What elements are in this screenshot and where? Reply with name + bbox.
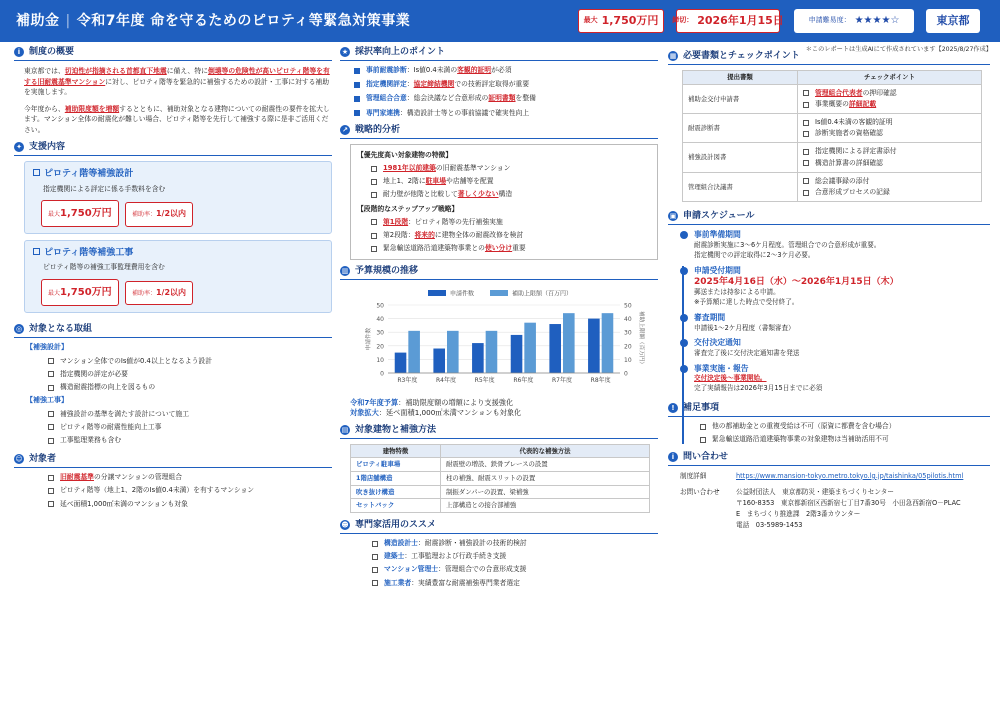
x-tick: R8年度 <box>590 377 611 385</box>
list-item: 指定機関評定 ： 協定締結機関 での技術評定取得が重要 <box>354 80 658 89</box>
bar-applications <box>395 353 407 373</box>
strategy-heading: ↗ 戦略的分析 <box>340 124 658 139</box>
person-icon: ☻ <box>341 521 349 530</box>
legend-label-applications: 申請件数 <box>450 290 475 298</box>
list-item: 第2段階： 将来的 に建物全体の耐震改修を検討 <box>371 231 651 240</box>
list-item: 1981年以前建築 の旧耐震基準マンション <box>371 164 651 173</box>
header-bar <box>0 0 1000 42</box>
table-row: 補強設計図書 指定機関による評定書添付 構造計算書の詳細確認 <box>683 143 982 172</box>
x-tick: R5年度 <box>474 377 495 385</box>
overview-paragraph-2: 今年度から、補助限度額を増額するとともに、補助対象となる建物についての耐震性の要件を拡大します。マンション全体の耐震化が難しい場合、ピロティ階等を先行して補強する際に是非ご活用ください。 <box>24 104 330 134</box>
max-pill: 最大1,750万円 <box>41 200 119 228</box>
list-item: 耐力壁が他階と比較して 著しく少ない 構造 <box>371 190 651 199</box>
contact-info-row: お問い合わせ 公益財団法人 東京都防災・建築まちづくりセンター 〒160-8353 東京都新宿区西新宿七丁目7番30号 小田急西新宿O－PLAC E まちづくり推進課 2階3番カウンター 電話 03-5989-1453 <box>680 487 961 530</box>
y-tick-right: 30 <box>624 330 632 338</box>
contact-heading: i 問い合わせ <box>668 451 990 466</box>
list-item: マンション全体でのIs値が0.4以上となるよう設計 <box>48 357 332 366</box>
table-row: セットバック 上部構造との接合部補強 <box>351 499 650 513</box>
support-card-construction: ピロティ階等補強工事 ピロティ階等の補強工事監理費用を含む 最大1,750万円 補助率：1/2以内 <box>24 240 332 313</box>
list-item: 構造設計士 ：耐震診断・補強設計の技術的検討 <box>372 539 658 548</box>
list-item: 事前耐震診断 ：Is値0.4未満の 客観的証明 が必須 <box>354 66 658 75</box>
calendar-icon: ▣ <box>669 212 677 221</box>
max-amount-badge: 最大 1,750万円 <box>578 9 664 33</box>
list-item: 建築士 ：工事監理および行政手続き支援 <box>372 552 658 561</box>
list-item: 地上1、2階に 駐車場 や店舗等を配置 <box>371 177 651 186</box>
schedule-item: 申請受付期間 2025年4月16日（水）〜2026年1月15日（木） 郵送または持参による申請。 ※予算額に達した時点で受付終了。 <box>694 266 990 308</box>
y-tick-left: 30 <box>376 330 384 338</box>
region-badge: 東京都 <box>926 9 980 33</box>
table-row: 補助金交付申請書 管理組合代表者 の押印確認 事業概要の 詳細記載 <box>683 84 982 113</box>
ai-note: ＊このレポートは生成AIにて作成されています【2025/8/27作成】 <box>805 46 992 53</box>
y-tick-right: 50 <box>624 302 632 310</box>
program-url-link[interactable]: https://www.mansion-tokyo.metro.tokyo.lg.jp/taishinka/05pilotis.html <box>736 471 964 480</box>
chart-line-icon: ↗ <box>340 125 350 135</box>
bar-subsidy-limit <box>486 331 498 373</box>
list-item: 緊急輸送道路沿道建築物事業との 使い分け 重要 <box>371 244 651 253</box>
overview-heading: i 制度の概要 <box>14 46 332 61</box>
building-icon: ▤ <box>341 425 349 434</box>
methods-heading: ▤ 対象建物と補強方法 <box>340 424 658 439</box>
list-item: 第1段階 ：ピロティ階等の先行補強実施 <box>371 218 651 227</box>
y-tick-left: 40 <box>376 316 384 324</box>
eligible-heading: ☺ 対象者 <box>14 453 332 468</box>
y-tick-left: 0 <box>380 370 384 378</box>
y-tick-right: 10 <box>624 357 632 365</box>
bar-subsidy-limit <box>408 331 420 373</box>
contact-url-row: 制度詳細 https://www.mansion-tokyo.metro.tokyo.lg.jp/taishinka/05pilotis.html <box>680 471 964 480</box>
budget-note-2: 対象拡大：延べ面積1,000㎡未満マンションも対象化 <box>350 407 522 417</box>
x-tick: R6年度 <box>513 377 534 385</box>
y-tick-left: 20 <box>376 343 384 351</box>
max-pill: 最大1,750万円 <box>41 279 119 307</box>
bar-applications <box>433 349 445 373</box>
legend-label-subsidy-limit: 補助上限額（百万円） <box>512 290 573 298</box>
methods-table: 建物特徴 代表的な補強方法 ピロティ駐車場 耐震壁の増設、鉄骨ブレースの設置 1階店舗構造 柱の補強、耐震スリットの設置 吹き抜け構造 制振ダンパーの設置、梁補強 セットバック 上部構造との接合部補強 <box>350 444 650 513</box>
supp-heading: ! 補足事項 <box>668 402 990 417</box>
target-icon: ◎ <box>15 325 23 334</box>
budget-chart <box>340 285 658 393</box>
list-item: 専門家連携 ：構造設計士等との事前協議で確実性向上 <box>354 109 658 118</box>
list-item: 旧耐震基準 の分譲マンションの管理組合 <box>48 473 332 482</box>
bar-applications <box>549 325 561 374</box>
legend-swatch-applications <box>428 290 446 296</box>
list-item: 指定機関の評定が必要 <box>48 370 332 379</box>
schedule-item: 事前準備期間 耐震診断実施に3〜6ケ月程度。管理組合での合意形成が重要。 指定機関での評定取得に2〜3ケ月必要。 <box>694 230 990 260</box>
budget-note-1: 令和7年度予算：補助限度額の増額により支援強化 <box>350 398 514 408</box>
star-icon: ★ <box>341 48 349 57</box>
table-row: 管理組合決議書 総会議事録の添付 合意形成プロセスの記録 <box>683 172 982 201</box>
y-tick-left: 50 <box>376 302 384 310</box>
table-row: 1階店舗構造 柱の補強、耐震スリットの設置 <box>351 472 650 486</box>
rate-pill: 補助率：1/2以内 <box>125 281 193 306</box>
y-axis-label-right: 補助上限額（百万円） <box>638 311 644 368</box>
docs-heading: ▦ 必要書類とチェックポイント <box>668 50 990 65</box>
bar-subsidy-limit <box>602 314 614 374</box>
rate-pill: 補助率：1/2以内 <box>125 202 193 227</box>
budget-heading: ▥ 予算規模の推移 <box>340 265 658 280</box>
bar-applications <box>472 344 484 374</box>
experts-heading: ☻ 専門家活用のススメ <box>340 519 658 534</box>
y-tick-right: 20 <box>624 343 632 351</box>
users-icon: ☺ <box>15 455 23 464</box>
bar-chart-icon: ▥ <box>341 267 349 276</box>
info-icon: i <box>14 47 24 57</box>
legend-swatch-subsidy-limit <box>490 290 508 296</box>
list-item: 構造耐震指標の向上を図るもの <box>48 383 332 392</box>
design-subheading: 【補強設計】 <box>26 343 68 352</box>
overview-paragraph-1: 東京都では、切迫性が指摘される首都直下地震に備え、特に倒壊等の危険性が高いピロティ階等を有する旧耐震基準マンションに対し、ピロティ階等を緊急的に補強するための設計・工事に対する補助を実施します。 <box>24 67 330 97</box>
targets-heading: ◎ 対象となる取組 <box>14 323 332 338</box>
bar-subsidy-limit <box>563 314 575 374</box>
schedule-heading: ▣ 申請スケジュール <box>668 210 990 225</box>
y-tick-right: 0 <box>624 370 628 378</box>
table-row: ピロティ駐車場 耐震壁の増設、鉄骨ブレースの設置 <box>351 458 650 472</box>
document-icon: ▦ <box>669 52 677 61</box>
y-tick-right: 40 <box>624 316 632 324</box>
list-item: 補強設計の基準を満たす設計について施工 <box>48 410 332 419</box>
category-label: 補助金 <box>16 13 60 29</box>
docs-table: 提出書類 チェックポイント 補助金交付申請書 管理組合代表者 の押印確認 事業概要の 詳細記載 耐震診断書 Is値0.4未満の客観的証明 診断実施者の資格確認 補強設計図書 指定機関による評定書添付 構造計算書の詳細確認 管理組合決議書 総会議事録の添付 合意形成プロセスの記録 <box>682 70 982 202</box>
handshake-icon: ✦ <box>14 142 24 152</box>
timeline-line <box>682 266 684 444</box>
info-icon: i <box>668 452 678 462</box>
list-item: ピロティ階等（地上1、2階のIs値0.4未満）を有するマンション <box>48 486 332 495</box>
deadline-badge: 締切： 2026年1月15日 <box>676 9 780 33</box>
x-tick: R4年度 <box>436 377 456 385</box>
list-item: 延べ面積1,000㎡未満のマンションも対象 <box>48 500 332 509</box>
schedule-item: 審査期間 申請後1〜2ケ月程度（書類審査） <box>694 313 990 333</box>
list-item: 緊急輸送道路沿道建築物事業の対象建物は当補助活用不可 <box>700 435 990 444</box>
bar-applications <box>511 335 523 373</box>
x-tick: R7年度 <box>552 377 572 385</box>
support-card-design: ピロティ階等補強設計 指定機関による評定に係る手数料を含む 最大1,750万円 補助率：1/2以内 <box>24 161 332 234</box>
list-item: 管理組合合意 ：総会決議など合意形成の 証明書類 を整備 <box>354 94 658 103</box>
program-title: 令和7年度 命を守るためのピロティ等緊急対策事業 <box>76 13 411 29</box>
strategy-box: 【優先度高い対象建物の特徴】 1981年以前建築 の旧耐震基準マンション 地上1、2階に 駐車場 や店舗等を配置 耐力壁が他階と比較して 著しく少ない 構造 【段階的なステップアップ戦略】 第1段階 ：ピロティ階等の先行補強実施 第2段階： 将来的 に建物全体の耐震改修を検討 緊急輸送道路沿道建築物事業との 使い分け 重要 <box>350 144 658 260</box>
x-tick: R3年度 <box>397 377 418 385</box>
y-axis-label-left: 申請件数 <box>366 328 372 351</box>
schedule-item: 交付決定通知 審査完了後に交付決定通知書を発送 <box>694 338 990 358</box>
construction-subheading: 【補強工事】 <box>26 396 68 405</box>
list-item: マンション管理士 ：管理組合での合意形成支援 <box>372 565 658 574</box>
table-row: 吹き抜け構造 制振ダンパーの設置、梁補強 <box>351 485 650 499</box>
support-heading: ✦ 支援内容 <box>14 141 332 156</box>
list-item: 工事監理業務も含む <box>48 436 332 445</box>
list-item: 他の都補助金との重複受給は不可（原資に都費を含む場合） <box>700 422 990 431</box>
bar-subsidy-limit <box>524 323 536 373</box>
list-item: 施工業者 ：実績豊富な耐震補強専門業者選定 <box>372 579 658 588</box>
table-row: 耐震診断書 Is値0.4未満の客観的証明 診断実施者の資格確認 <box>683 114 982 143</box>
difficulty-badge: 申請難易度： ★★★★☆ <box>794 9 914 33</box>
bar-applications <box>588 319 600 373</box>
y-tick-left: 10 <box>376 357 384 365</box>
warning-icon: ! <box>668 403 678 413</box>
points-heading: ★ 採択率向上のポイント <box>340 46 658 61</box>
schedule-item: 事業実施・報告 交付決定後〜事業開始。 完了実績報告は2026年3月15日までに必須 <box>694 364 990 394</box>
list-item: ピロティ階等の耐震性能向上工事 <box>48 423 332 432</box>
page-title: 補助金 | 令和7年度 命を守るためのピロティ等緊急対策事業 <box>16 13 411 29</box>
bar-subsidy-limit <box>447 331 459 373</box>
